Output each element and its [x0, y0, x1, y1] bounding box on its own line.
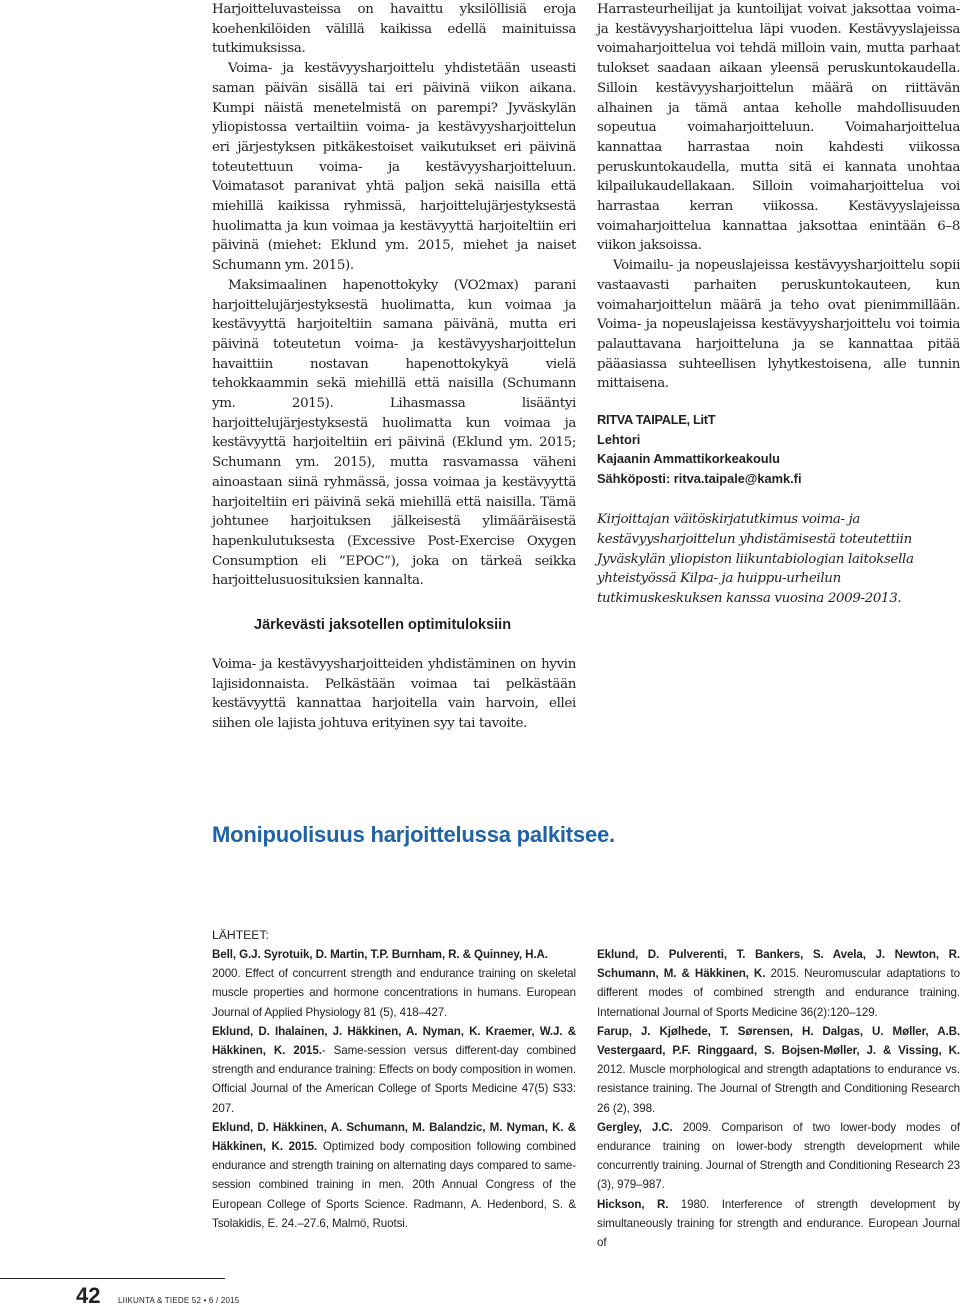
- reference-authors: Bell, G.J. Syrotuik, D. Martin, T.P. Burnham, R. & Quinney, H.A.: [212, 948, 548, 961]
- reference-entry: [597, 945, 960, 1022]
- right-column: [597, 0, 960, 608]
- reference-text: 2000. Effect of concurrent strength and endurance training on skeletal muscle properties and hormone concentrations in humans. European Journal of Applied Physiology 81 (5), 418–427.: [212, 967, 576, 1019]
- author-organization: Kajaanin Ammattikorkeakoulu: [597, 451, 780, 467]
- reference-text: 1980. Interference of strength development by simultaneously training for strength and endurance. European Journal of: [597, 1197, 960, 1250]
- references-left: [212, 945, 576, 1233]
- reference-entry: [212, 1118, 576, 1233]
- reference-authors: Eklund, D. Ihalainen, J. Häkkinen, A. Nyman, K. Kraemer, W.J. & Häkkinen, K. 2015.: [212, 1024, 576, 1058]
- references-label: LÄHTEET:: [212, 928, 269, 942]
- reference-authors: Eklund, D. Pulverenti, T. Bankers, S. Avela, J. Newton, R. Schumann, M. & Häkkinen, K.: [597, 948, 960, 981]
- references-right: [597, 945, 960, 1252]
- author-title: Lehtori: [597, 431, 641, 447]
- magazine-footer: LIIKUNTA & TIEDE 52 • 6 / 2015: [118, 1296, 240, 1305]
- body-paragraph: Voima- ja kestävyysharjoitteiden yhdistäminen on hyvin lajisidonnaista. Pelkästään voimaa tai pelkästään kestävyyttä kannattaa harjoitella vain harvoin, ellei siihen ole lajista johtuva erityinen syy tai tavoite.: [212, 657, 576, 732]
- body-paragraph: Voimailu- ja nopeuslajeissa kestävyysharjoittelu sopii vastaavasti parhaiten peruskuntokauteen, kun voimaharjoittelun määrä ja teho ovat pienimmillään. Voima- ja nopeuslajeissa kestävyysharjoittelu voi toimia palauttavana harjoitteluna ja se kannattaa pitää pääasiassa suhteellisen lyhytkestoisena, alle tunnin mittaisena.: [597, 258, 960, 392]
- body-paragraph: Harjoitteluvasteissa on havaittu yksilöllisiä eroja koehenkilöiden välillä kaikissa edellä mainituissa tutkimuksissa.: [212, 2, 576, 57]
- reference-authors: Farup, J. Kjølhede, T. Sørensen, H. Dalgas, U. Møller, A.B. Vestergaard, P.F. Ringgaard, S. Bojsen-Møller, J. & Vissing, K.: [597, 1024, 960, 1058]
- author-note: Kirjoittajan väitöskirjatutkimus voima- ja kestävyysharjoittelun yhdistämisestä toteutettiin Jyväskylän yliopiston liikuntabiologian laitoksella yhteistyössä Kilpa- ja huippu-urheilun tutkimuskeskuksen kanssa vuosina 2009-2013.: [597, 512, 914, 606]
- reference-authors: Eklund, D. Häkkinen, A. Schumann, M. Balandzic, M. Nyman, K. & Häkkinen, K. 2015.: [212, 1120, 576, 1154]
- section-text: [212, 655, 576, 734]
- reference-entry: [597, 1022, 960, 1118]
- left-column: [212, 0, 576, 591]
- author-name: RITVA TAIPALE, LitT: [597, 412, 716, 428]
- reference-text: - Same-session versus different-day combined strength and endurance training: Effects on body composition in women. Official Journal of the American College of Sports Medicine 47(5) S33: 207.: [212, 1044, 577, 1115]
- reference-entry: [597, 1118, 960, 1195]
- tagline: Monipuolisuus harjoittelussa palkitsee.: [212, 822, 615, 847]
- section-heading: Järkevästi jaksotellen optimituloksiin: [254, 617, 512, 633]
- body-paragraph: Voima- ja kestävyysharjoittelu yhdistetään useasti saman päivän sisällä tai eri päivinä viikon aikana. Kumpi näistä menetelmistä on parempi? Jyväskylän yliopistossa vertailtiin voima- ja kestävyysharjoittelun eri järjestyksen pitkäkestoiset vaikutukset eri päivinä toteutettuun voima- ja kestävyysharjoitteluun. Voimatasot paranivat yhtä paljon sekä naisilla että miehillä kaikissa ryhmissä, harjoittelujärjestyksestä huolimatta ja kun voimaa ja kestävyyttä harjoiteltiin eri päivinä (miehet: Eklund ym. 2015, miehet ja naiset Schumann ym. 2015).: [212, 61, 576, 274]
- reference-authors: Gergley, J.C.: [597, 1120, 673, 1134]
- body-paragraph: Harrasteurheilijat ja kuntoilijat voivat jaksottaa voima- ja kestävyysharjoittelua läpi vuoden. Kestävyyslajeissa voimaharjoittelua voi tehdä milloin vain, mutta parhaat tulokset saadaan aikaan yleensä peruskuntokaudella. Silloin kestävyysharjoittelun määrä on riittävän alhainen ja tämä antaa keholle mahdollisuuden sopeutua voimaharjoitteluun. Voimaharjoittelua kannattaa harrastaa noin kahdesti viikossa peruskuntokaudella, mutta sitä ei kannata unohtaa kilpailukaudellakaan. Silloin voimaharjoittelua voi harrastaa kerran viikossa. Kestävyyslajeissa voimaharjoittelua kannattaa jaksottaa enintään 6–8 viikon jaksoissa.: [597, 2, 960, 254]
- reference-entry: [597, 1195, 960, 1253]
- reference-text: 2012. Muscle morphological and strength adaptations to endurance vs. resistance training. The Journal of Strength and Conditioning Research 26 (2), 398.: [597, 1063, 960, 1115]
- body-paragraph: Maksimaalinen hapenottokyky (VO2max) parani harjoittelujärjestyksestä huolimatta, kun voimaa ja kestävyyttä harjoiteltiin samana päivänä, mutta eri päivinä toteutetun voima- ja kestävyysharjoittelun havaittiin nostavan hapenottokykyä vielä tehokkaammin sekä miehillä että naisilla (Schumann ym. 2015). Lihasmassa lisääntyi harjoittelujärjestyksestä huolimatta kun voimaa ja kestävyyttä harjoiteltiin eri päivinä (Eklund ym. 2015; Schumann ym. 2015), mutta rasvamassa väheni ainoastaan siinä ryhmässä, jossa voimaa ja kestävyyttä harjoiteltiin eri päivinä sekä miehillä että naisilla. Tämä johtunee harjoituksen jälkeisestä ylimääräisestä hapenkulutuksesta (Excessive Post-Exercise Oxygen Consumption eli ”EPOC”), joka on tärkeä seikka harjoittelusuosituksien kannalta.: [212, 277, 576, 589]
- reference-text: 2015. Neuromuscular adaptations to different modes of combined strength and endurance training. International Journal of Sports Medicine 36(2):120–129.: [597, 967, 960, 1019]
- author-email[interactable]: Sähköposti: ritva.taipale@kamk.fi: [597, 470, 802, 486]
- reference-authors: Hickson, R.: [597, 1197, 669, 1211]
- reference-text: 2009. Comparison of two lower-body modes of endurance training on lower-body strength development while concurrently training. Journal of Strength and Conditioning Research 23 (3), 979–987.: [597, 1120, 960, 1192]
- author-block: [597, 410, 960, 488]
- reference-entry: [212, 945, 576, 1022]
- reference-entry: [212, 1022, 576, 1118]
- page-number: 42: [76, 1283, 101, 1308]
- reference-text: Optimized body composition following combined endurance and strength training on alternating days compared to same-session combined training in men. 20th Annual Congress of the European College of Sports Science. Radmann, A. Hedenbord, S. & Tsolakidis, E. 24.–27.6, Malmö, Ruotsi.: [212, 1140, 577, 1230]
- footer-rule: [0, 1278, 225, 1279]
